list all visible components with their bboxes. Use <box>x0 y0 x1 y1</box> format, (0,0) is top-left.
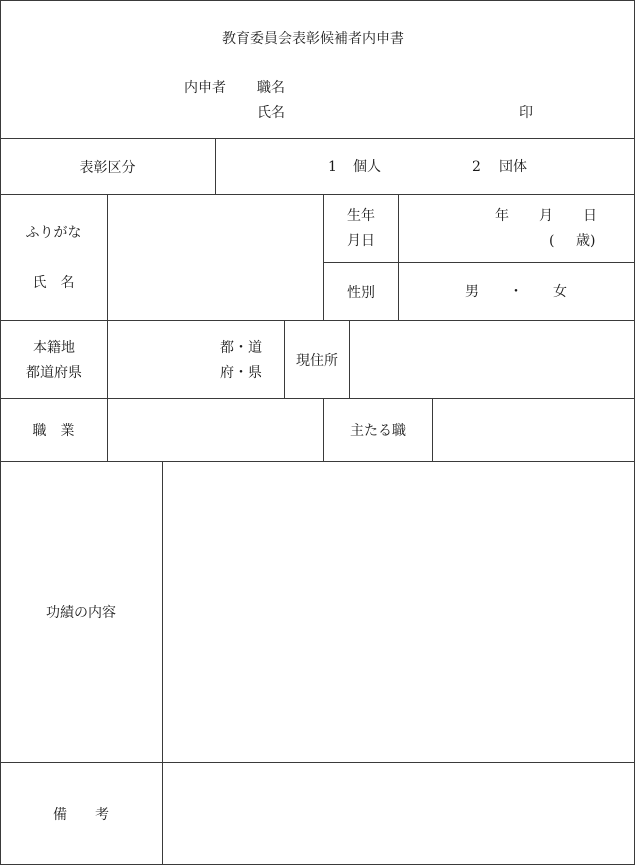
award-category-label: 表彰区分 <box>79 159 136 176</box>
gender-male[interactable]: 男 <box>465 284 479 300</box>
domicile-label-line1: 本籍地 <box>33 340 75 356</box>
col-divider <box>215 138 216 195</box>
domicile-label-line2: 都道府県 <box>26 365 82 381</box>
achievements-input-area[interactable] <box>163 462 634 762</box>
prefecture-line2: 府・県 <box>220 365 262 381</box>
award-option-1-text: 個人 <box>353 159 381 175</box>
applicant-position-label: 職名 <box>257 80 285 96</box>
prefecture-line1: 都・道 <box>220 340 262 356</box>
name-label: 氏 名 <box>32 275 75 291</box>
age-open-paren: ( <box>549 233 555 249</box>
award-option-2-text: 団体 <box>499 159 527 175</box>
seal-mark: 印 <box>519 105 533 121</box>
main-job-label: 主たる職 <box>350 423 406 439</box>
address-label: 現住所 <box>296 352 338 369</box>
occupation-input-area[interactable] <box>108 399 323 461</box>
award-option-2-number: 2 <box>472 159 481 175</box>
achievements-label: 功績の内容 <box>46 605 116 621</box>
occupation-label: 職 業 <box>32 423 75 439</box>
award-option-1-number: 1 <box>328 159 337 175</box>
birth-day-label: 日 <box>583 208 597 224</box>
gender-female[interactable]: 女 <box>553 284 567 300</box>
birth-year-label: 年 <box>495 208 509 224</box>
applicant-label: 内申者 <box>184 80 226 96</box>
remarks-label: 備 考 <box>53 806 109 823</box>
address-input-area[interactable] <box>350 321 634 398</box>
main-job-input-area[interactable] <box>433 399 634 461</box>
furigana-label: ふりがな <box>25 225 82 241</box>
birth-month-label: 月 <box>539 208 553 224</box>
col-divider <box>398 194 399 321</box>
birth-label-line2: 月日 <box>347 233 375 249</box>
form-title: 教育委員会表彰候補者内申書 <box>222 31 404 47</box>
gender-separator: ・ <box>509 284 523 300</box>
border-top <box>0 0 635 1</box>
remarks-input-area[interactable] <box>163 763 634 864</box>
birth-label-line1: 生年 <box>347 208 375 224</box>
applicant-name-label: 氏名 <box>257 105 285 121</box>
name-input-area[interactable] <box>108 195 323 320</box>
gender-label: 性別 <box>347 284 375 301</box>
age-label: 歳) <box>576 233 596 249</box>
